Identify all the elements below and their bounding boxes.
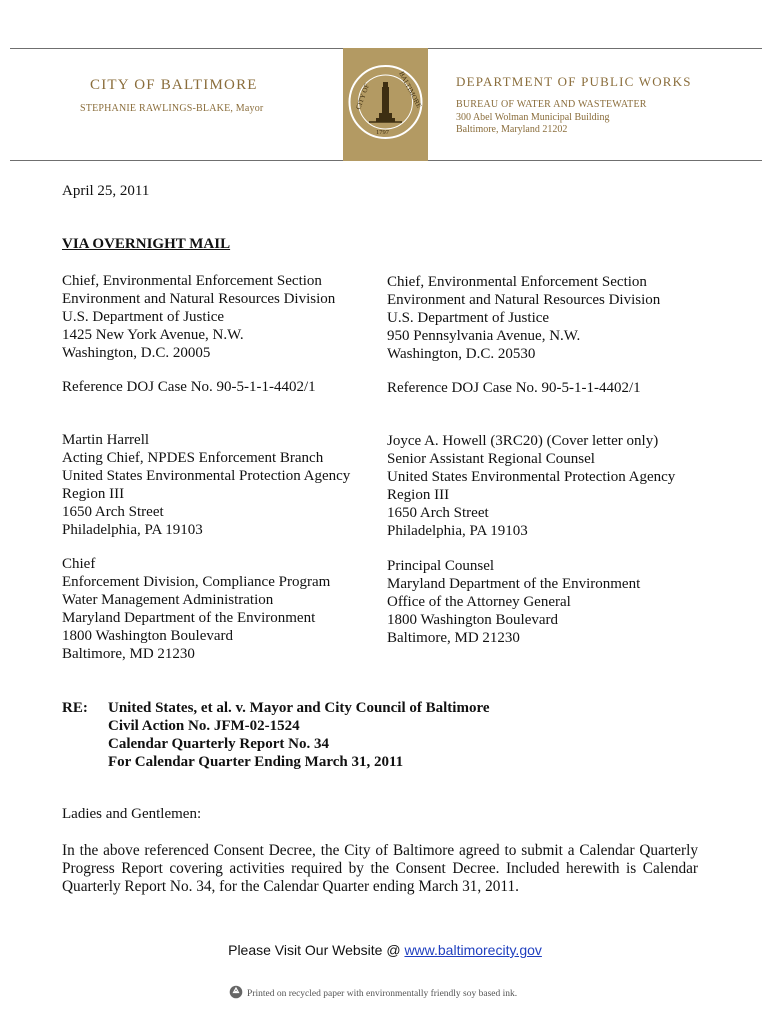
recipient-block-mde-counsel xyxy=(387,557,640,647)
recipient-line: 1800 Washington Boulevard xyxy=(62,628,233,644)
website-prefix: Please Visit Our Website @ xyxy=(228,942,405,958)
recipient-line: United States Environmental Protection Agency xyxy=(62,468,351,484)
recipient-line: Senior Assistant Regional Counsel xyxy=(387,451,595,467)
recipient-line: Environment and Natural Resources Division xyxy=(62,291,336,307)
recipient-line: Maryland Department of the Environment xyxy=(62,610,316,626)
recipient-line: Philadelphia, PA 19103 xyxy=(387,523,528,539)
recipient-line: Environment and Natural Resources Division xyxy=(387,292,661,308)
recycled-note-text: Printed on recycled paper with environmentally friendly soy based ink. xyxy=(247,989,518,999)
delivery-method: VIA OVERNIGHT MAIL xyxy=(62,236,231,252)
recipient-line: Chief, Environmental Enforcement Section xyxy=(62,273,322,289)
recipient-line: Washington, D.C. 20005 xyxy=(62,345,211,361)
recipient-block-epa-harrell xyxy=(62,431,350,539)
seal-year: 1797 xyxy=(376,129,389,136)
recipient-line: Office of the Attorney General xyxy=(387,594,571,610)
recycled-paper-note xyxy=(229,985,517,999)
recipient-line: 1650 Arch Street xyxy=(62,504,164,520)
re-subject xyxy=(108,699,490,771)
reference-line: Reference DOJ Case No. 90-5-1-1-4402/1 xyxy=(387,380,641,396)
recipient-line: 1650 Arch Street xyxy=(387,505,489,521)
recipient-block-mde-enforcement xyxy=(62,555,330,663)
recipient-line: Philadelphia, PA 19103 xyxy=(62,522,203,538)
bureau-name: BUREAU OF WATER AND WASTEWATER xyxy=(456,99,647,110)
recipient-line: Region III xyxy=(387,487,450,503)
reference-line: Reference DOJ Case No. 90-5-1-1-4402/1 xyxy=(62,379,316,395)
recipient-line: Enforcement Division, Compliance Program xyxy=(62,574,331,590)
recipient-line: Washington, D.C. 20530 xyxy=(387,346,536,362)
re-line: Civil Action No. JFM-02-1524 xyxy=(108,718,300,734)
letter-date: April 25, 2011 xyxy=(62,183,150,199)
recipient-line: Maryland Department of the Environment xyxy=(387,576,641,592)
recipient-line: Baltimore, MD 21230 xyxy=(62,646,195,662)
recipient-line: Joyce A. Howell (3RC20) (Cover letter only) xyxy=(387,433,659,449)
recipient-line: Baltimore, MD 21230 xyxy=(387,630,520,646)
recipient-line: Chief, Environmental Enforcement Section xyxy=(387,274,647,290)
recipient-line: Region III xyxy=(62,486,125,502)
recipient-line: United States Environmental Protection Agency xyxy=(387,469,676,485)
recipient-line: 1425 New York Avenue, N.W. xyxy=(62,327,244,343)
seal-text-left: CITY OF xyxy=(354,82,372,111)
recycle-icon xyxy=(229,985,243,999)
seal-text-right: BALTIMORE xyxy=(397,70,424,110)
body-paragraph: In the above referenced Consent Decree, the City of Baltimore agreed to submit a Calendar Quarterly Progress Report covering activities required by the Consent Decree. Included herewith is Calendar Quarterly Report No. 34, for the Calendar Quarter ending March 31, 2011. xyxy=(62,842,698,895)
re-line: Calendar Quarterly Report No. 34 xyxy=(108,736,329,752)
recipient-line: Martin Harrell xyxy=(62,432,150,448)
city-seal xyxy=(343,48,428,161)
recipient-block-doj-pennsylvania-ave xyxy=(387,273,660,363)
re-label: RE: xyxy=(62,700,88,716)
website-line xyxy=(0,942,770,958)
website-link[interactable]: www.baltimorecity.gov xyxy=(404,942,542,958)
salutation: Ladies and Gentlemen: xyxy=(62,806,202,822)
recipient-line: U.S. Department of Justice xyxy=(387,310,550,326)
recipient-line: U.S. Department of Justice xyxy=(62,309,225,325)
recipient-line: Acting Chief, NPDES Enforcement Branch xyxy=(62,450,324,466)
seal-emblem-icon xyxy=(343,48,428,161)
recipient-line: Water Management Administration xyxy=(62,592,274,608)
recipient-block-doj-new-york-ave xyxy=(62,272,335,362)
recipient-line: Principal Counsel xyxy=(387,558,495,574)
re-line: United States, et al. v. Mayor and City Council of Baltimore xyxy=(108,700,490,716)
recipient-line: Chief xyxy=(62,556,96,572)
department-name: DEPARTMENT OF PUBLIC WORKS xyxy=(456,74,692,89)
recipient-line: 950 Pennsylvania Avenue, N.W. xyxy=(387,328,581,344)
mayor-line: STEPHANIE RAWLINGS-BLAKE, Mayor xyxy=(80,103,264,114)
city-name: CITY OF BALTIMORE xyxy=(90,77,258,93)
recipient-line: 1800 Washington Boulevard xyxy=(387,612,558,628)
re-line: For Calendar Quarter Ending March 31, 2011 xyxy=(108,754,404,770)
recipient-block-epa-howell xyxy=(387,432,675,540)
address-line-1: 300 Abel Wolman Municipal Building xyxy=(456,112,610,123)
address-line-2: Baltimore, Maryland 21202 xyxy=(456,124,568,135)
